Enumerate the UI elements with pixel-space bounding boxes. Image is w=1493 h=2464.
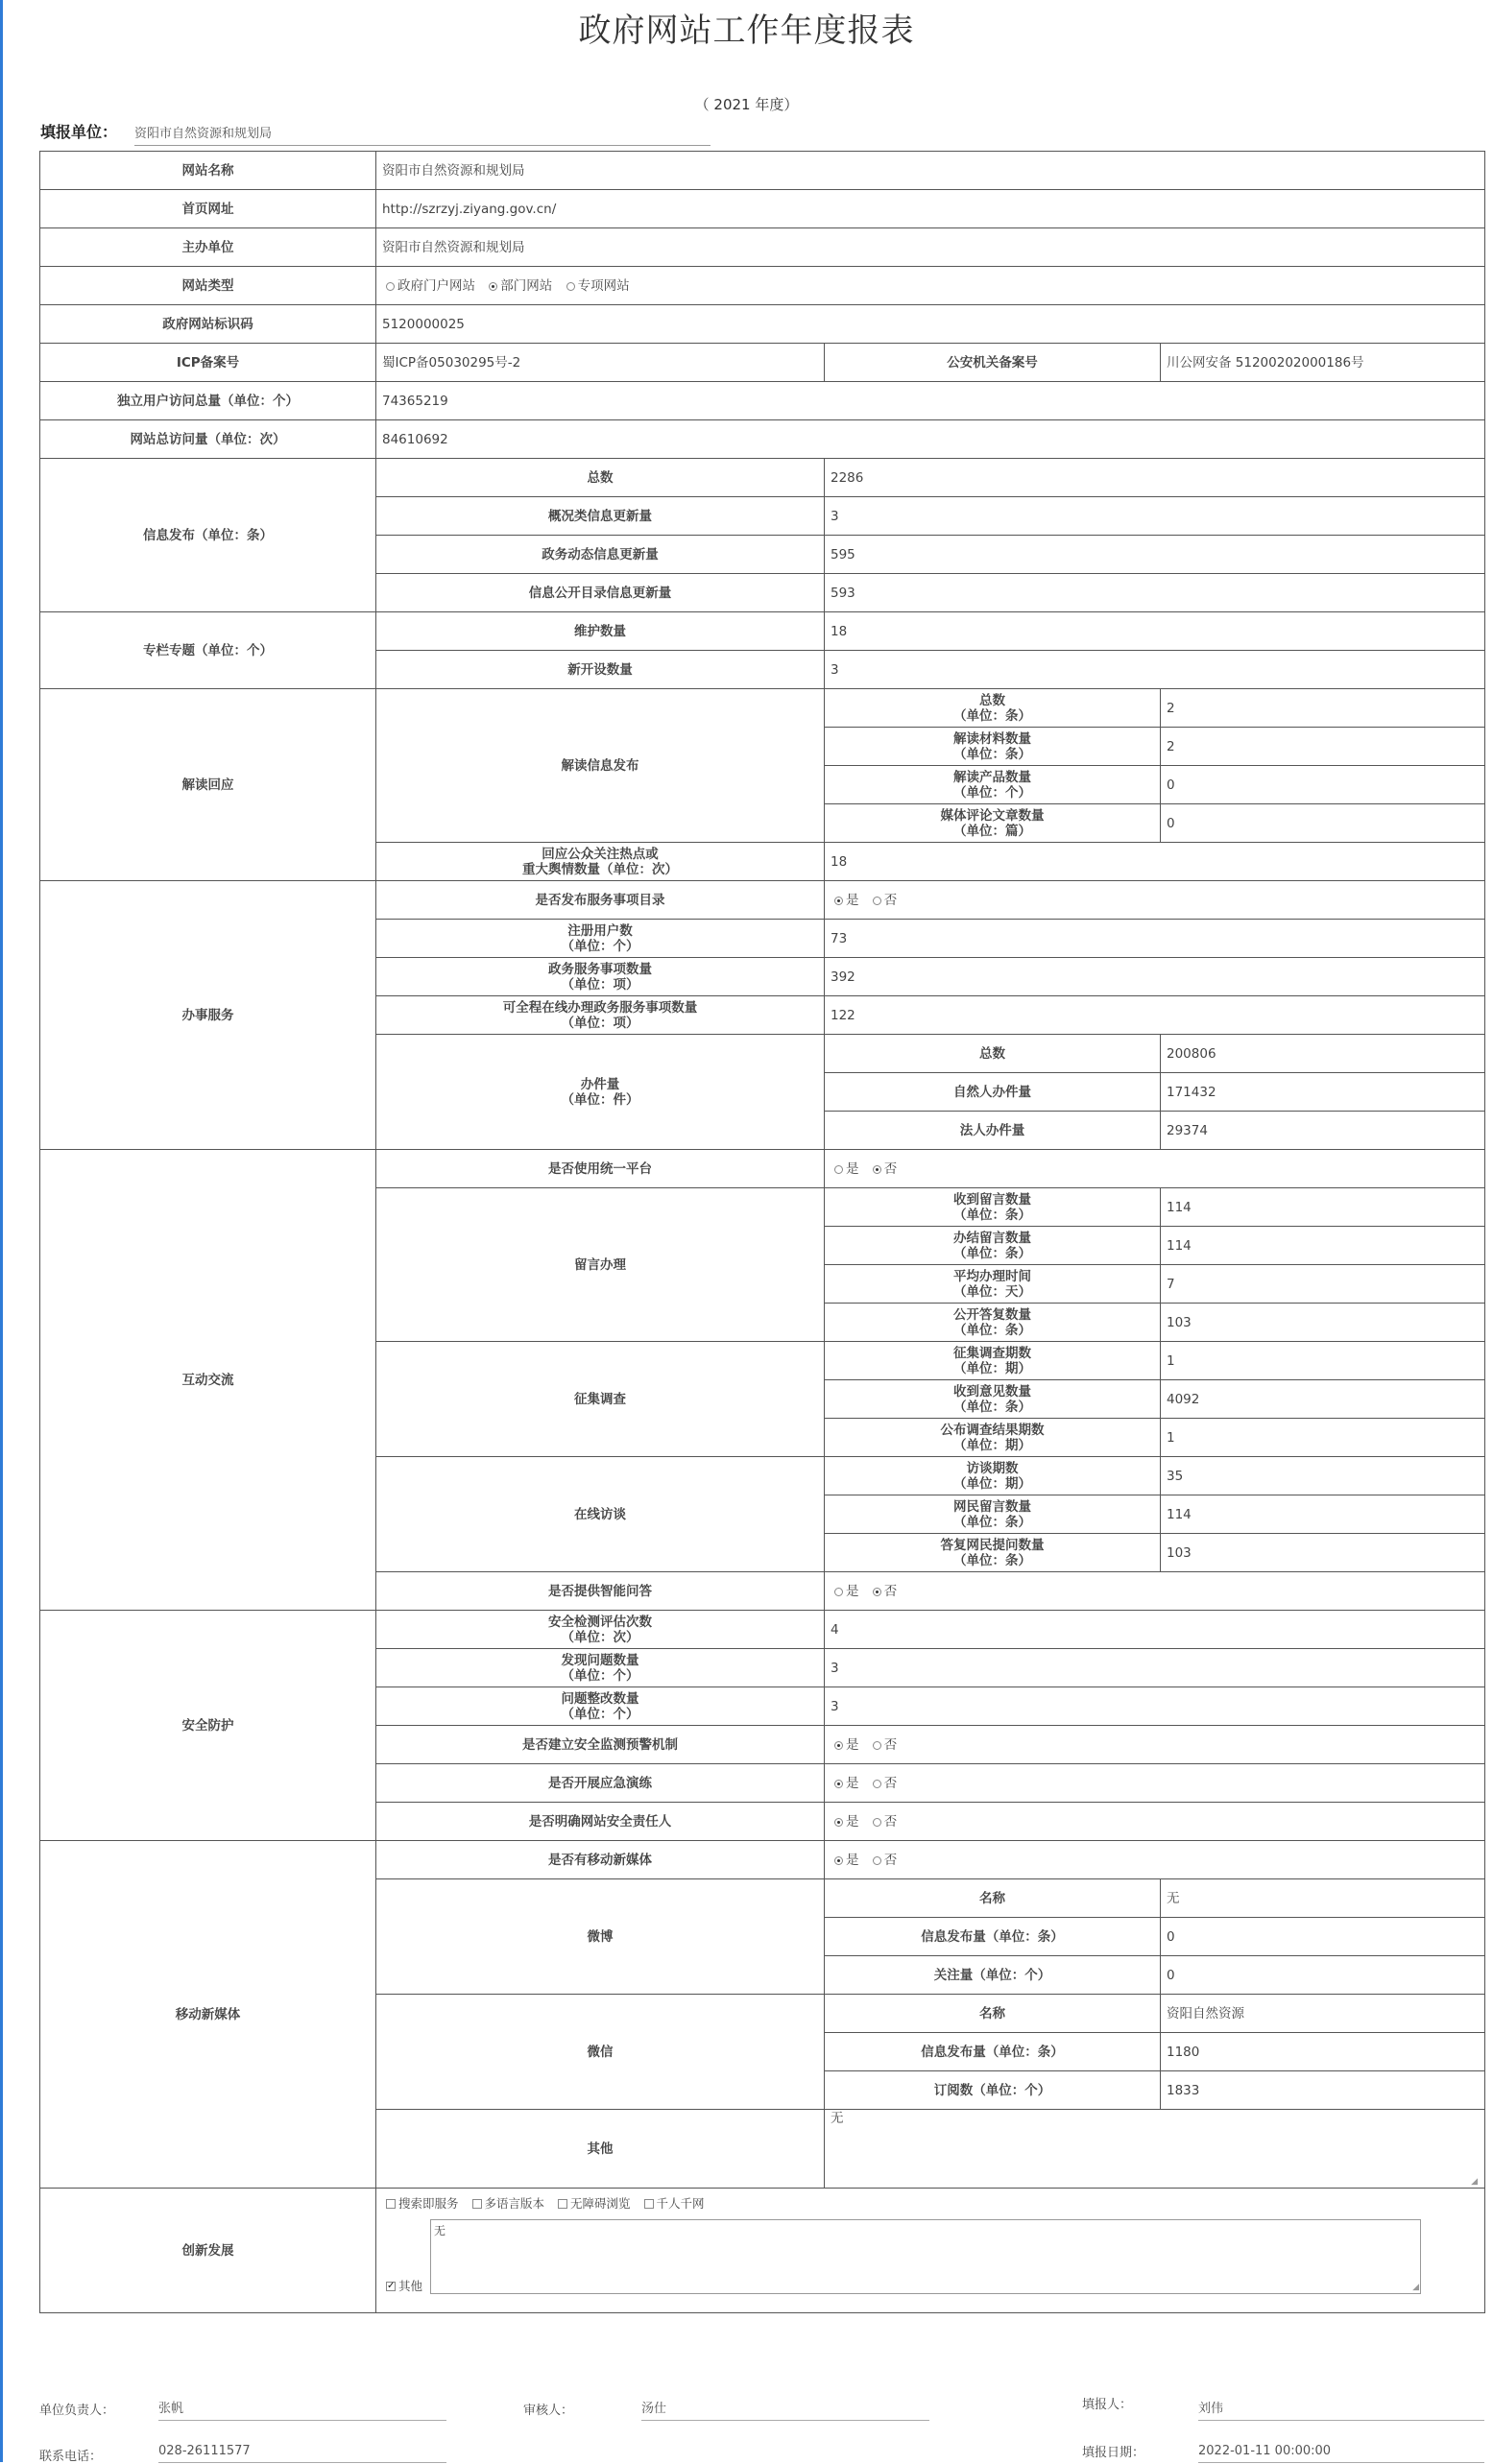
columns-item-value: 3: [825, 651, 1485, 689]
yes-label: 是: [846, 1852, 859, 1868]
item-unit: （单位：期）: [953, 1475, 1031, 1492]
item-name: 平均办理时间: [953, 1268, 1031, 1284]
mobile-label: 移动新媒体: [40, 1841, 376, 2189]
wechat-item-value: 资阳自然资源: [1161, 1995, 1485, 2033]
report-year: （ 2021 年度）: [694, 96, 799, 113]
handled-item-value: 29374: [1161, 1112, 1485, 1150]
site-type-label: 网站类型: [40, 267, 376, 305]
date-value: 2022-01-11 00:00:00: [1198, 2444, 1484, 2463]
weibo-label: 微博: [376, 1879, 825, 1995]
sponsor-label: 主办单位: [40, 228, 376, 267]
service-catalog-label: 是否发布服务事项目录: [376, 881, 825, 920]
item-unit: （单位：次）: [561, 1629, 639, 1645]
site-type-portal-label: 政府门户网站: [397, 277, 475, 294]
wechat-label: 微信: [376, 1995, 825, 2110]
item-unit: （单位：项）: [561, 1015, 639, 1031]
security-label: 安全防护: [40, 1611, 376, 1841]
security-fixed-value: 3: [825, 1687, 1485, 1726]
survey-item-label: [825, 1342, 1161, 1380]
interview-item-label: [825, 1495, 1161, 1534]
row-homepage: [40, 190, 1485, 228]
yes-label: 是: [846, 1813, 859, 1830]
no-label: 否: [883, 1775, 898, 1791]
innovation-option-label: 搜索即服务: [398, 2196, 459, 2211]
item-unit: （单位：期）: [953, 1437, 1031, 1453]
service-catalog-no-radio[interactable]: [873, 897, 881, 905]
handled-item-label: 总数: [825, 1035, 1161, 1073]
owner-yes-radio[interactable]: [834, 1818, 843, 1827]
service-row: [40, 881, 1485, 920]
weibo-item-value: 0: [1161, 1918, 1485, 1956]
interpret-label: 解读回应: [40, 689, 376, 881]
no-label: 否: [883, 1736, 898, 1753]
service-online-label: [376, 996, 825, 1035]
security-row: [40, 1611, 1485, 1649]
innovation-option-label: 无障碍浏览: [570, 2196, 631, 2211]
security-warning-options: [825, 1726, 1485, 1764]
interpret-item-value: 0: [1161, 804, 1485, 843]
reviewer-value: 汤仕: [641, 2398, 929, 2421]
interpret-row: [40, 689, 1485, 728]
item-name: 问题整改数量: [561, 1690, 639, 1707]
phone-label: 联系电话：: [39, 2450, 103, 2464]
weibo-item-value: 无: [1161, 1879, 1485, 1918]
filler-unit-value: 资阳市自然资源和规划局: [134, 123, 710, 146]
service-catalog-yes-radio[interactable]: [834, 897, 843, 905]
item-name: 可全程在线办理政务服务事项数量: [502, 999, 698, 1016]
wechat-item-value: 1180: [1161, 2033, 1485, 2071]
date-label: 填报日期：: [1082, 2446, 1145, 2460]
info-publish-item-value: 3: [825, 497, 1485, 536]
service-label: 办事服务: [40, 881, 376, 1150]
interview-item-label: [825, 1534, 1161, 1572]
interpret-item-unit: （单位：篇）: [953, 823, 1031, 839]
interview-item-value: 103: [1161, 1534, 1485, 1572]
item-name: 征集调查期数: [953, 1345, 1031, 1361]
homepage-label: 首页网址: [40, 190, 376, 228]
no-label: 否: [883, 1160, 898, 1177]
innovation-other-value: 无: [434, 2224, 446, 2237]
page-title: 政府网站工作年度报表: [578, 12, 915, 50]
item-unit: （单位：个）: [561, 1706, 639, 1722]
item-name: 公布调查结果期数: [940, 1422, 1045, 1438]
innovation-search-checkbox[interactable]: [386, 2199, 396, 2209]
item-name: 办结留言数量: [953, 1230, 1031, 1246]
info-publish-item-label: 总数: [376, 459, 825, 497]
info-publish-row: [40, 459, 1485, 497]
messages-item-label: [825, 1304, 1161, 1342]
interpret-response-line2: 重大舆情数量（单位：次）: [522, 861, 678, 877]
interview-label: 在线访谈: [376, 1457, 825, 1572]
interpret-item-label: [825, 728, 1161, 766]
item-unit: （单位：天）: [953, 1283, 1031, 1300]
item-unit: （单位：条）: [953, 1207, 1031, 1223]
site-id-value: 5120000025: [376, 305, 1485, 344]
no-label: 否: [883, 1852, 898, 1868]
service-registered-label: [376, 920, 825, 958]
security-found-value: 3: [825, 1649, 1485, 1687]
mobile-other-label: 其他: [376, 2110, 825, 2189]
innovation-option-label: 多语言版本: [484, 2196, 545, 2211]
innovation-other-checkbox[interactable]: [386, 2282, 396, 2291]
item-unit: （单位：件）: [561, 1091, 639, 1108]
handled-item-value: 200806: [1161, 1035, 1485, 1073]
item-unit: （单位：项）: [561, 976, 639, 993]
service-catalog-options: [825, 881, 1485, 920]
service-registered-value: 73: [825, 920, 1485, 958]
item-name: 注册用户数: [567, 922, 633, 939]
leader-label: 单位负责人：: [39, 2404, 115, 2418]
smart-qa-options: [825, 1572, 1485, 1611]
pv-label: 网站总访问量（单位：次）: [40, 420, 376, 459]
interpret-item-name: 媒体评论文章数量: [940, 807, 1045, 824]
weibo-item-value: 0: [1161, 1956, 1485, 1995]
row-sponsor: [40, 228, 1485, 267]
unified-platform-label: 是否使用统一平台: [376, 1150, 825, 1188]
site-id-label: 政府网站标识码: [40, 305, 376, 344]
security-owner-label: 是否明确网站安全责任人: [376, 1803, 825, 1841]
item-name: 办件量: [580, 1076, 620, 1092]
site-type-dept-radio[interactable]: [489, 282, 497, 291]
filler-unit-label: 填报单位：: [40, 123, 118, 141]
sponsor-value: 资阳市自然资源和规划局: [376, 228, 1485, 267]
interpret-item-unit: （单位：条）: [953, 707, 1031, 724]
interpret-response-label: [376, 843, 825, 881]
columns-label: 专栏专题（单位：个）: [40, 612, 376, 689]
row-uv: [40, 382, 1485, 420]
handled-item-label: 自然人办件量: [825, 1073, 1161, 1112]
mobile-has-options: [825, 1841, 1485, 1879]
item-name: 发现问题数量: [561, 1652, 639, 1668]
row-site-name: [40, 152, 1485, 190]
yes-label: 是: [846, 1775, 859, 1791]
mobile-row: [40, 1841, 1485, 1879]
wechat-item-label: 信息发布量（单位：条）: [825, 2033, 1161, 2071]
row-site-type: [40, 267, 1485, 305]
item-name: 访谈期数: [966, 1460, 1019, 1476]
messages-item-label: [825, 1227, 1161, 1265]
wechat-item-label: 订阅数（单位：个）: [825, 2071, 1161, 2110]
unified-yes-radio[interactable]: [834, 1165, 843, 1174]
interpret-item-label: [825, 689, 1161, 728]
messages-item-value: 114: [1161, 1188, 1485, 1227]
innovation-options: [376, 2189, 1485, 2313]
yes-label: 是: [846, 1583, 859, 1599]
mobile-yes-radio[interactable]: [834, 1856, 843, 1865]
info-publish-item-label: 概况类信息更新量: [376, 497, 825, 536]
interpret-item-unit: （单位：条）: [953, 746, 1031, 762]
interview-item-value: 35: [1161, 1457, 1485, 1495]
survey-item-value: 1: [1161, 1342, 1485, 1380]
innovation-accessibility-checkbox[interactable]: [558, 2199, 567, 2209]
item-unit: （单位：条）: [953, 1399, 1031, 1415]
security-checks-value: 4: [825, 1611, 1485, 1649]
interpret-item-unit: （单位：个）: [953, 784, 1031, 801]
no-label: 否: [883, 892, 898, 908]
innovation-multilang-checkbox[interactable]: [472, 2199, 482, 2209]
item-unit: （单位：条）: [953, 1322, 1031, 1338]
info-publish-item-value: 595: [825, 536, 1485, 574]
reviewer-label: 审核人：: [523, 2404, 574, 2418]
item-name: 政务服务事项数量: [548, 961, 652, 977]
columns-item-label: 新开设数量: [376, 651, 825, 689]
item-name: 公开答复数量: [953, 1306, 1031, 1323]
info-publish-item-value: 593: [825, 574, 1485, 612]
security-found-label: [376, 1649, 825, 1687]
security-drill-label: 是否开展应急演练: [376, 1764, 825, 1803]
police-value: 川公网安备 51200202000186号: [1161, 344, 1485, 382]
innovation-other-textarea[interactable]: [430, 2219, 1421, 2294]
interaction-label: 互动交流: [40, 1150, 376, 1611]
item-name: 答复网民提问数量: [940, 1537, 1045, 1553]
mobile-other-textarea[interactable]: [825, 2110, 1485, 2189]
item-unit: （单位：期）: [953, 1360, 1031, 1376]
interpret-item-name: 解读产品数量: [953, 769, 1031, 785]
interpret-item-value: 0: [1161, 766, 1485, 804]
report-table: [39, 151, 1485, 2313]
interpret-response-line1: 回应公众关注热点或: [542, 846, 659, 862]
messages-item-label: [825, 1188, 1161, 1227]
no-label: 否: [883, 1583, 898, 1599]
warning-yes-radio[interactable]: [834, 1741, 843, 1750]
leader-value: 张帆: [158, 2398, 446, 2421]
item-name: 收到留言数量: [953, 1191, 1031, 1208]
icp-label: ICP备案号: [40, 344, 376, 382]
resize-grip-icon[interactable]: ◢: [1412, 2283, 1420, 2292]
interview-item-label: [825, 1457, 1161, 1495]
columns-row: [40, 612, 1485, 651]
info-publish-item-label: 信息公开目录信息更新量: [376, 574, 825, 612]
item-unit: （单位：条）: [953, 1552, 1031, 1568]
weibo-item-label: 关注量（单位：个）: [825, 1956, 1161, 1995]
security-checks-label: [376, 1611, 825, 1649]
messages-label: 留言办理: [376, 1188, 825, 1342]
row-icp: [40, 344, 1485, 382]
site-type-dept-label: 部门网站: [500, 277, 553, 294]
interpret-response-value: 18: [825, 843, 1485, 881]
messages-item-value: 114: [1161, 1227, 1485, 1265]
row-site-id: [40, 305, 1485, 344]
mobile-has-label: 是否有移动新媒体: [376, 1841, 825, 1879]
survey-label: 征集调查: [376, 1342, 825, 1457]
messages-item-label: [825, 1265, 1161, 1304]
interpret-item-value: 2: [1161, 728, 1485, 766]
site-type-special-label: 专项网站: [577, 277, 630, 294]
info-publish-label: 信息发布（单位：条）: [40, 459, 376, 612]
survey-item-value: 4092: [1161, 1380, 1485, 1419]
messages-item-value: 7: [1161, 1265, 1485, 1304]
site-type-options: [376, 267, 1485, 305]
security-fixed-label: [376, 1687, 825, 1726]
service-online-value: 122: [825, 996, 1485, 1035]
columns-item-label: 维护数量: [376, 612, 825, 651]
item-name: 收到意见数量: [953, 1383, 1031, 1399]
mobile-other-value: 无: [831, 2110, 844, 2126]
drill-no-radio[interactable]: [873, 1780, 881, 1788]
pv-value: 84610692: [376, 420, 1485, 459]
yes-label: 是: [846, 1160, 859, 1177]
innovation-personalized-checkbox[interactable]: [644, 2199, 654, 2209]
item-unit: （单位：个）: [561, 1667, 639, 1684]
innovation-label: 创新发展: [40, 2189, 376, 2313]
filler-value: 刘伟: [1198, 2398, 1484, 2421]
left-accent-bar: [0, 0, 3, 2462]
info-publish-item-value: 2286: [825, 459, 1485, 497]
interpret-publish-label: 解读信息发布: [376, 689, 825, 843]
resize-grip-icon[interactable]: ◢: [1471, 2176, 1479, 2187]
service-handled-label: [376, 1035, 825, 1150]
mobile-no-radio[interactable]: [873, 1856, 881, 1865]
innovation-option-label: 千人千网: [656, 2196, 705, 2211]
survey-item-label: [825, 1380, 1161, 1419]
uv-label: 独立用户访问总量（单位：个）: [40, 382, 376, 420]
site-name-label: 网站名称: [40, 152, 376, 190]
owner-no-radio[interactable]: [873, 1818, 881, 1827]
icp-value: 蜀ICP备05030295号-2: [376, 344, 825, 382]
smart-qa-yes-radio[interactable]: [834, 1588, 843, 1596]
interpret-item-label: [825, 804, 1161, 843]
row-pv: [40, 420, 1485, 459]
site-type-portal-radio[interactable]: [386, 282, 395, 291]
interpret-item-name: 总数: [979, 692, 1005, 708]
item-unit: （单位：个）: [561, 938, 639, 954]
interpret-item-value: 2: [1161, 689, 1485, 728]
innovation-row: [40, 2189, 1485, 2313]
innovation-other-label: 其他: [398, 2279, 423, 2293]
filler-label: 填报人：: [1082, 2398, 1133, 2412]
phone-value: 028-26111577: [158, 2444, 446, 2463]
wechat-item-value: 1833: [1161, 2071, 1485, 2110]
item-name: 网民留言数量: [953, 1498, 1031, 1515]
security-warning-label: 是否建立安全监测预警机制: [376, 1726, 825, 1764]
interpret-item-name: 解读材料数量: [953, 730, 1031, 747]
weibo-item-label: 名称: [825, 1879, 1161, 1918]
interpret-item-label: [825, 766, 1161, 804]
uv-value: 74365219: [376, 382, 1485, 420]
service-items-label: [376, 958, 825, 996]
unified-no-radio[interactable]: [873, 1165, 881, 1174]
wechat-item-label: 名称: [825, 1995, 1161, 2033]
survey-item-value: 1: [1161, 1419, 1485, 1457]
interaction-row: [40, 1150, 1485, 1188]
item-unit: （单位：条）: [953, 1245, 1031, 1261]
item-name: 安全检测评估次数: [548, 1614, 652, 1630]
security-owner-options: [825, 1803, 1485, 1841]
security-drill-options: [825, 1764, 1485, 1803]
handled-item-label: 法人办件量: [825, 1112, 1161, 1150]
columns-item-value: 18: [825, 612, 1485, 651]
service-items-value: 392: [825, 958, 1485, 996]
warning-no-radio[interactable]: [873, 1741, 881, 1750]
site-type-special-radio[interactable]: [566, 282, 575, 291]
police-label: 公安机关备案号: [825, 344, 1161, 382]
weibo-item-label: 信息发布量（单位：条）: [825, 1918, 1161, 1956]
site-name-value: 资阳市自然资源和规划局: [376, 152, 1485, 190]
unified-platform-options: [825, 1150, 1485, 1188]
drill-yes-radio[interactable]: [834, 1780, 843, 1788]
no-label: 否: [883, 1813, 898, 1830]
interview-item-value: 114: [1161, 1495, 1485, 1534]
yes-label: 是: [846, 892, 859, 908]
item-unit: （单位：条）: [953, 1514, 1031, 1530]
messages-item-value: 103: [1161, 1304, 1485, 1342]
info-publish-item-label: 政务动态信息更新量: [376, 536, 825, 574]
smart-qa-no-radio[interactable]: [873, 1588, 881, 1596]
smart-qa-label: 是否提供智能问答: [376, 1572, 825, 1611]
homepage-value: http://szrzyj.ziyang.gov.cn/: [376, 190, 1485, 228]
survey-item-label: [825, 1419, 1161, 1457]
handled-item-value: 171432: [1161, 1073, 1485, 1112]
yes-label: 是: [846, 1736, 859, 1753]
